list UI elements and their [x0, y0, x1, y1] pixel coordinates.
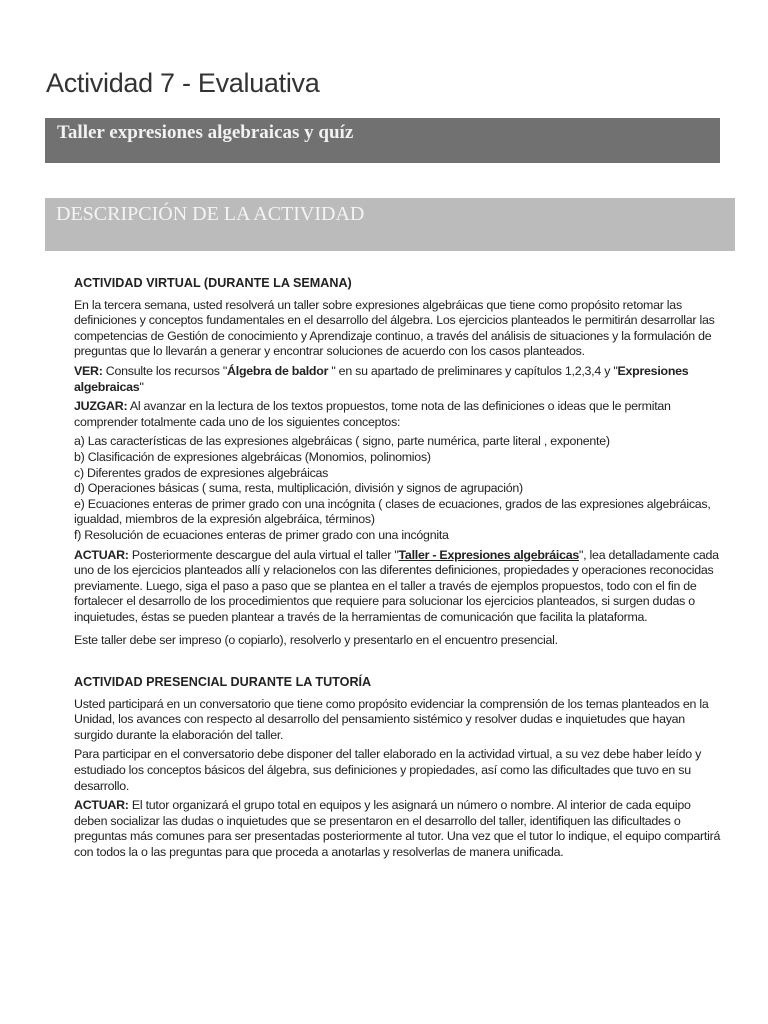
- ver-text: " en su apartado de preliminares y capítulos 1,2,3,4 y ": [328, 363, 618, 378]
- section-header-banner: [45, 198, 735, 251]
- taller-link[interactable]: Taller - Expresiones algebráicas: [398, 547, 580, 562]
- section-header: DESCRIPCIÓN DE LA ACTIVIDAD: [56, 203, 365, 225]
- resource-expresiones: Expresiones algebraicas: [74, 363, 689, 394]
- virtual-heading: ACTIVIDAD VIRTUAL (DURANTE LA SEMANA): [74, 276, 352, 290]
- actuar-paragraph: [74, 548, 724, 626]
- list-item: e) Ecuaciones enteras de primer grado con una incógnita ( clases de ecuaciones, grados de las expresiones algebráicas, igualdad, miembros de la expresión algebráica, términos): [74, 496, 711, 527]
- actuar-text: Posteriormente descargue del aula virtual el taller ": [128, 547, 399, 562]
- list-item: a) Las características de las expresiones algebráicas ( signo, parte numérica, parte literal , exponente): [74, 434, 610, 449]
- ver-paragraph: [74, 364, 724, 395]
- virtual-intro: En la tercera semana, usted resolverá un taller sobre expresiones algebráicas que tiene como propósito retomar las definiciones y conceptos fundamentales en el desarrollo del álgebra. Los ejercicios planteados le permitirán desarrollar las competencias de Gestión de conocimiento y Aprendizaje continuo, a través del análisis de situaciones y la formulación de preguntas que lo llevarán a generar y encontrar soluciones de acuerdo con los casos planteados.: [74, 297, 715, 359]
- juzgar-paragraph: [74, 399, 724, 430]
- presencial-heading: ACTIVIDAD PRESENCIAL DURANTE LA TUTORÍA: [74, 675, 372, 690]
- actuar-label: ACTUAR:: [74, 798, 129, 813]
- juzgar-text: Al avanzar en la lectura de los textos propuestos, tome nota de las definiciones o ideas que le permitan comprender totalmente cada uno de los siguientes conceptos:: [74, 399, 671, 429]
- ver-text: ": [139, 379, 144, 394]
- subtitle-banner: [45, 118, 720, 163]
- ver-text: Consulte los recursos ": [102, 363, 228, 378]
- presencial-p2: Para participar en el conversatorio debe disponer del taller elaborado en la actividad virtual, a su vez debe haber leído y estudiado los conceptos básicos del álgebra, sus definiciones y propiedades, así como las dificultades que tuvo en su desarrollo.: [74, 747, 702, 793]
- list-item: d) Operaciones básicas ( suma, resta, multiplicación, división y signos de agrupación): [74, 481, 523, 496]
- presencial-p1: Usted participará en un conversatorio que tiene como propósito evidenciar la comprensión de los temas planteados en la Unidad, los avances con respecto al desarrollo del pensamiento sistémico y resolver dudas e inquietudes que hayan surgido durante la elaboración del taller.: [74, 696, 709, 742]
- subtitle: Taller expresiones algebraicas y quíz: [57, 122, 354, 143]
- actuar-text: El tutor organizará el grupo total en equipos y les asignará un número o nombre. Al interior de cada equipo deben socializar las dudas o inquietudes que se presentaron en el desarrollo del taller, identifiquen las dificultades o preguntas más comunes para ser presentadas posteriormente al tutor. Una vez que el tutor lo indique, el equipo compartirá con todos la o las preguntas para que proceda a anotarlas y resolverlas de manera unificada.: [74, 798, 721, 859]
- presencial-actuar: [74, 798, 724, 860]
- list-item: f) Resolución de ecuaciones enteras de primer grado con una incógnita: [74, 527, 449, 542]
- closing-paragraph: Este taller debe ser impreso (o copiarlo), resolverlo y presentarlo en el encuentro presencial.: [74, 633, 558, 648]
- ver-label: VER:: [74, 363, 103, 378]
- resource-baldor: Álgebra de baldor: [227, 363, 329, 378]
- actuar-label: ACTUAR:: [74, 547, 129, 562]
- list-item: c) Diferentes grados de expresiones algebráicas: [74, 465, 329, 480]
- actuar-text: ", lea detalladamente cada uno de los ejercicios planteados allí y relacionelos con las diferentes definiciones, propiedades y operaciones reconocidas previamente. Luego, siga el paso a paso que se plantea en el taller a través de ejemplos propuestos, todo con el fin de fortalecer el desarrollo de los procedimientos que requiere para solucionar los ejercicios planteados, si surgen dudas o inquietudes, éstas se pueden plantear a través de la herramientas de comunicación que facilita la plataforma.: [74, 547, 719, 624]
- concepts-list: [74, 434, 724, 543]
- juzgar-label: JUZGAR:: [74, 399, 128, 414]
- page-title: Actividad 7 - Evaluativa: [46, 68, 320, 98]
- list-item: b) Clasificación de expresiones algebráicas (Monomios, polinomios): [74, 449, 431, 464]
- activity-description: [74, 276, 724, 865]
